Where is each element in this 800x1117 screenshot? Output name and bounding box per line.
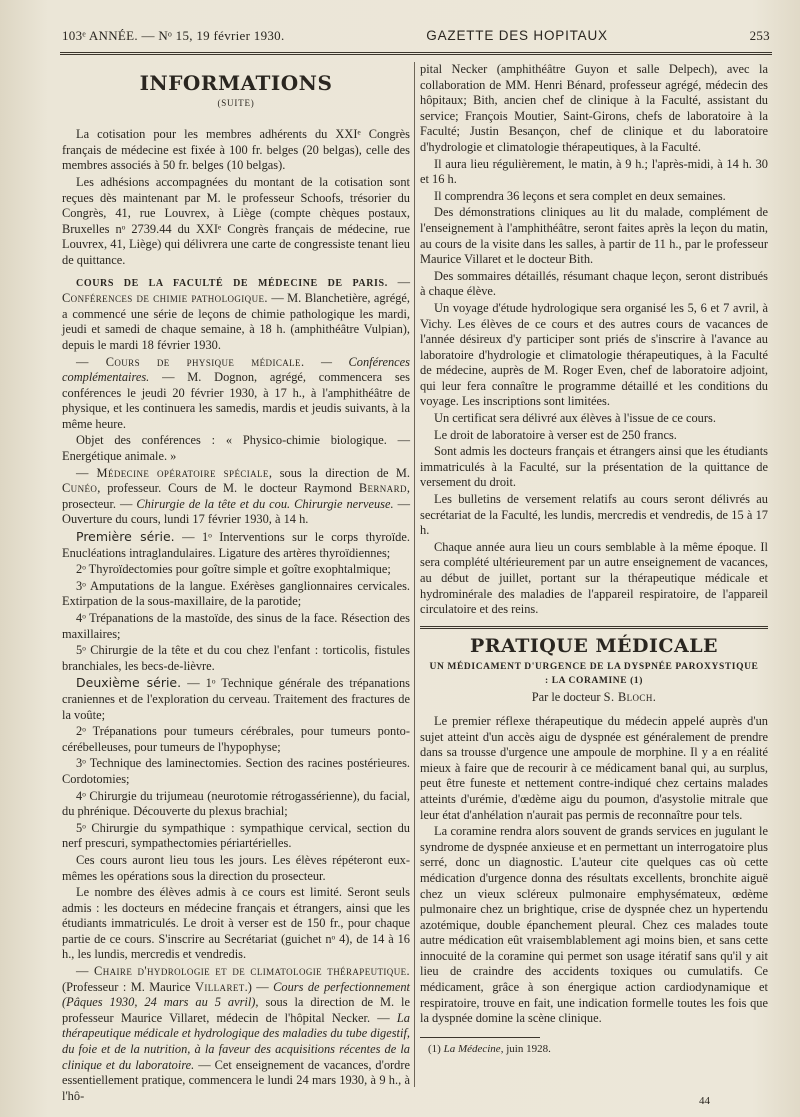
villaret-name: Villaret	[195, 979, 245, 994]
cuneo-name: Cunéo	[62, 481, 98, 496]
section-rule	[420, 626, 768, 629]
physique-heading: — Cours de physique médicale.	[76, 354, 305, 369]
droit-paragraph: Le droit de laboratoire à verser est de 250 francs.	[434, 427, 677, 442]
serie1-item-3: 4ᵒ Trépanations de la mastoïde, des sinus de la face. Résection des maxillaires;	[62, 611, 410, 641]
footnote-rule	[420, 1037, 540, 1038]
chimie-text: — M. Blanchetière, agrégé, a commencé une série de leçons de chimie pathologique les mardi, jeudi et samedi de chaque semaine, à 18 h. (amphithéâtre Vulpian), depuis le mardi 18 février 1930.	[62, 291, 410, 352]
hydrologie-paragraph	[62, 964, 410, 1104]
serie2-item-0	[62, 675, 410, 723]
hydro-text-2: .) —	[244, 979, 269, 994]
page-number: 253	[749, 28, 770, 43]
physique-italic: — Conférences complémentaires.	[62, 354, 410, 385]
voyage-paragraph: Un voyage d'étude hydrologique sera organisé les 5, 6 et 7 avril, à Vichy. Les élèves de ce cours et des autres cours de vacances de l'année désireux d'y participer sont priés de s'inscrire à l'avance au laboratoire d'hydrologie et climatologie thérapeutiques, à la Faculté de médecine, auprès de M. Roger Even, chef de laboratoire adjoint, qui leur fera connaître le programme détaillé et les conditions du voyage. Les inscriptions sont limitées.	[420, 300, 768, 409]
hydro-text-1: (Professeur : M. Maurice	[62, 979, 191, 994]
footnote-number: (1)	[428, 1042, 441, 1055]
serie1-label: Première série.	[76, 529, 175, 545]
physique-paragraph	[62, 355, 410, 433]
medecine-operatoire-heading: — Médecine opératoire spéciale,	[76, 465, 273, 480]
physique-objet: Objet des conférences : « Physico-chimie biologique. — Energétique animale. »	[62, 433, 410, 464]
journal-title: GAZETTE DES HOPITAUX	[426, 28, 608, 43]
hydro-italic-1: Cours de perfectionnement (Pâques 1930, 24 mars au 5 avril),	[62, 979, 410, 1010]
serie2-item-3: 4ᵒ Chirurgie du trijumeau (neurotomie rétrogassérienne), du facial, du phrénique. Découverte du plexus brachial;	[62, 788, 410, 819]
serie2-text-0: — 1ᵒ Technique générale des trépanations craniennes et de l'exploration du cerveau. Traitement des fractures de la voûte;	[62, 676, 410, 722]
column-divider	[414, 62, 415, 1087]
serie1-text-0: — 1ᵒ Interventions sur le corps thyroïde. Enucléations intraglandulaires. Ligature des artères thyroïdiennes;	[62, 530, 410, 560]
header-rule	[60, 52, 772, 55]
footnote-date: juin 1928.	[506, 1042, 551, 1055]
serie2-label: Deuxième série.	[76, 675, 182, 691]
serie2-item-1: 2ᵒ Trépanations pour tumeurs cérébrales, pour tumeurs ponto-cérébelleuses, pour tumeurs de l'hypophyse;	[62, 724, 410, 754]
bernard-name: Bernard	[358, 481, 407, 496]
medop-text-3: , prosecteur. —	[62, 481, 410, 511]
medecine-operatoire-paragraph	[62, 466, 410, 528]
hydro-text-4: — Cet enseignement de vacances, d'ordre essentiellement pratique, commencera le lundi 24 mars 1930, à 9 h., à l'hô-	[62, 1057, 410, 1103]
footnote-source: La Médecine,	[443, 1042, 504, 1055]
medop-text-2: , professeur. Cours de M. le docteur Raymond	[97, 481, 352, 496]
physique-text: — M. Dognon, agrégé, commencera ses conférences le jeudi 20 février 1930, à 17 h., à l'amphithéâtre de physique, et les continuera les samedis, mardis et jeudis suivants, à la même heure.	[62, 370, 410, 431]
hydro-italic-2: La thérapeutique médicale et hydrologique des maladies du tube digestif, du foie et de la nutrition, à la faveur des acquisitions récentes de la clinique et du laboratoire.	[62, 1010, 410, 1072]
chaque-annee-paragraph: Chaque année aura lieu un cours semblable à la même époque. Il sera complété ultérieurement par un autre enseignement de vacances, au début de juillet, portant sur la thérapeutique médicale et hydrominérale des maladies de l'appareil respiratoire, de l'appareil circulatoire et des reins.	[420, 539, 768, 617]
serie2-item-4: 5ᵒ Chirurgie du sympathique : sympathique cervical, section du nerf prescuri, sympathectomies périartérielles.	[62, 820, 410, 851]
author-name: S. Bloch.	[603, 690, 657, 705]
left-column	[62, 62, 410, 1103]
chimie-heading: Conférences de chimie pathologique.	[62, 291, 268, 306]
article-title: UN MÉDICAMENT D'URGENCE DE LA DYSPNÉE PAROXYSTIQUE : LA CORAMINE (1)	[429, 662, 759, 687]
admission-paragraph: Le nombre des élèves admis à ce cours est limité. Seront seuls admis : les docteurs en médecine français et étrangers, ainsi que les étudiants immatriculés. Le droit à verser est de 150 fr., pour chaque partie de ce cours. S'inscrire au Secrétariat (guichet nᵒ 4), de 14 à 16 h., les lundis, mercredis et vendredis.	[62, 885, 410, 962]
suite-label: (SUITE)	[217, 97, 255, 108]
running-header	[62, 28, 770, 48]
horaires-paragraph: Il aura lieu régulièrement, le matin, à 9 h.; l'après-midi, à 14 h. 30 et 16 h.	[420, 156, 768, 187]
serie1-item-4: 5ᵒ Chirurgie de la tête et du cou chez l'enfant : torticolis, fistules branchiales, les becs-de-lièvre.	[62, 643, 410, 673]
medop-text-4: — Ouverture du cours, lundi 17 février 1930, à 14 h.	[62, 496, 410, 527]
adhesions-paragraph: Les adhésions accompagnées du montant de la cotisation sont reçues dès maintenant par M. le professeur Schoofs, trésorier du Congrès, 41, rue Louvrex, à Liège (compte chèques postaux, Bruxelles nᵒ 2739.44 du XXIᵉ Congrès français de médecine, rue Louvrex, 41, Liège) qui délivrera une carte de congressiste tenant lieu de quittance.	[62, 174, 410, 267]
lecons-paragraph: Il comprendra 36 leçons et sera complet en deux semaines.	[434, 188, 726, 203]
necker-paragraph: pital Necker (amphithéâtre Guyon et salle Delpech), avec la collaboration de MM. Henri Bénard, professeur agrégé, médecin des hôpitaux; Bith, ancien chef de clinique à la Faculté, assistant du service; François Moutier, Saint-Girons, chefs de laboratoire à la Faculté; Justin Besançon, chef de clinique et du laboratoire d'hydrologie et climatologie thérapeutiques, à la Faculté.	[420, 62, 768, 154]
article-paragraph-1: Le premier réflexe thérapeutique du médecin appelé auprès d'un sujet atteint d'un accès aigu de dyspnée est généralement de prendre dans sa trousse d'urgence une ampoule de morphine. Il y a en réalité mieux à faire que de recourir à ce médicament banal qui, au surplus, peut être funeste et nettement contre-indiqué chez certains malades atteints d'urémie, d'œdème aigu du poumon, d'asystolie mitrale que leur état d'anhélation n'aurait pas permis de reconnaître pour tels.	[420, 713, 768, 822]
informations-title: INFORMATIONS	[139, 71, 333, 95]
footnote	[428, 1042, 768, 1058]
cours-lieu-paragraph: Ces cours auront lieu tous les jours. Les élèves répéteront eux-mêmes les opérations sous la direction du prosecteur.	[62, 852, 410, 883]
author-line	[420, 690, 768, 706]
pratique-title: PRATIQUE MÉDICALE	[469, 634, 719, 657]
demonstrations-paragraph: Des démonstrations cliniques au lit du malade, complément de l'enseignement à l'amphithéâtre, seront faites après la leçon du matin, au cours de la visite dans les salles, à partir de 11 h., par le professeur Maurice Villaret et le docteur Bith.	[420, 205, 768, 267]
issue-info: 103ᵉ ANNÉE. — Nᵒ 15, 19 février 1930.	[62, 28, 285, 43]
certificat-paragraph: Un certificat sera délivré aux élèves à l'issue de ce cours.	[434, 411, 716, 426]
cotisation-paragraph: La cotisation pour les membres adhérents du XXIᵉ Congrès français de médecine est fixée à 100 fr. belges (20 belgas), celle des membres associés à 50 fr. belges (10 belgas).	[62, 127, 410, 173]
serie1-item-2: 3ᵒ Amputations de la langue. Exérèses ganglionnaires cervicales. Extirpation de la sous-maxillaire, de la parotide;	[62, 578, 410, 609]
serie1-item-1: 2ᵒ Thyroïdectomies pour goître simple et goître exophtalmique;	[76, 562, 391, 577]
serie2-item-2: 3ᵒ Technique des laminectomies. Section des racines postérieures. Cordotomies;	[62, 756, 410, 786]
faculte-paragraph: COURS DE LA FACULTÉ DE MÉDECINE DE PARIS. — Conférences de chimie pathologique. — M. Blanchetière, agrégé, a commencé une série de leçons de chimie pathologique les mardi, jeudi et samedi de chaque semaine, à 18 h. (amphithéâtre Vulpian), depuis le mardi 18 février 1930.	[62, 274, 410, 352]
bulletins-paragraph: Les bulletins de versement relatifs au cours seront délivrés au secrétariat de la Faculté, les lundis, mercredis et vendredis, de 15 à 17 h.	[420, 492, 768, 538]
sommaires-paragraph: Des sommaires détaillés, résumant chaque leçon, seront distribués à chaque élève.	[420, 268, 768, 299]
bottom-mark: 44	[699, 1095, 710, 1107]
article-paragraph-2: La coramine rendra alors souvent de grands services en jugulant le syndrome de dyspnée anxieuse et en permettant un interrogatoire plus serré, donc un diagnostic. L'auteur cite quelques cas où cette médication d'urgence donna des résultats excellents, bronchite aiguë chez un vieux scléreux pulmonaire emphysémateux, œdème pulmonaire chez un brightique, crise de dyspnée chez un hypertendu azotémique, double épanchement pleural. Chez ces malades toute autre médication eût vraisemblablement agi moins bien, et sans cette innocuité de la coramine qui permet son usage itératif sans qu'il y ait lieu de craindre des accidents toxiques ou cumulatifs. Ce médicament, grâce à son énergique action cardiodynamique et respiratoire, trouve en fait, une indication formelle toutes les fois que la dyspnée domine la scène clinique.	[420, 824, 768, 1026]
faculte-heading: COURS DE LA FACULTÉ DE MÉDECINE DE PARIS.	[76, 277, 388, 289]
hydro-text-3: sous la direction de M. le professeur Maurice Villaret, médecin de l'hôpital Necker. —	[62, 995, 410, 1025]
right-column	[420, 62, 768, 1087]
medop-italic: Chirurgie de la tête et du cou. Chirurgie nerveuse.	[136, 496, 394, 511]
admis-paragraph: Sont admis les docteurs français et étrangers ainsi que les étudiants immatriculés à la Faculté, sur la présentation de la quittance de versement du droit.	[420, 444, 768, 490]
medop-text-1: sous la direction de M.	[279, 465, 410, 480]
author-prefix: Par le docteur	[531, 690, 601, 705]
hydrologie-heading: — Chaire d'hydrologie et de climatologie thérapeutique.	[76, 964, 410, 979]
serie1-item-0	[62, 529, 410, 561]
